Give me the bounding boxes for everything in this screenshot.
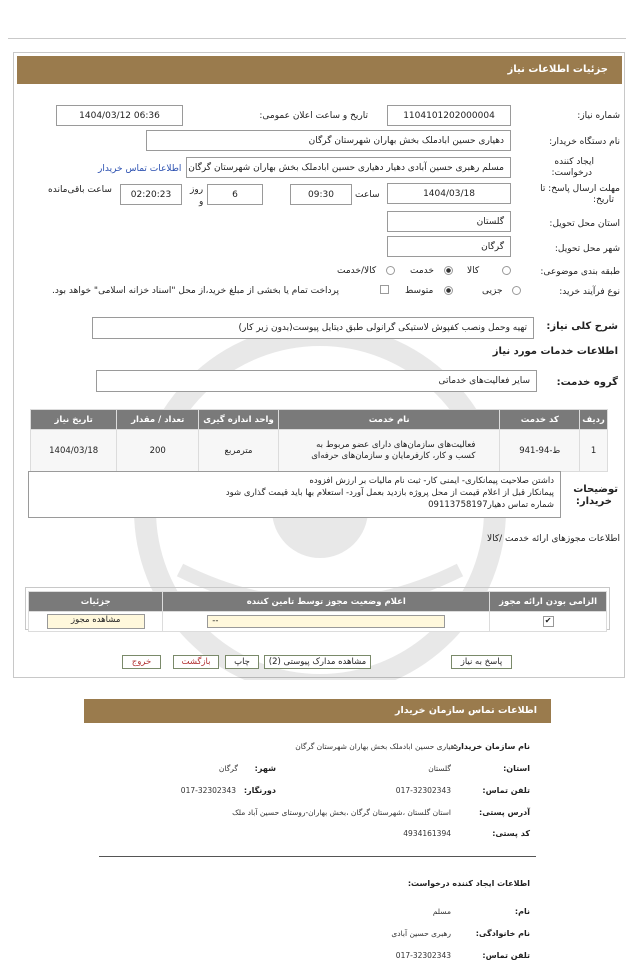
process-label: نوع فرآیند خرید: xyxy=(559,287,620,297)
process-radio-medium[interactable] xyxy=(444,286,453,295)
need-number-label: شماره نیاز: xyxy=(577,111,620,121)
contact-title: اطلاعات تماس سازمان خریدار xyxy=(84,699,551,723)
creator-phone-value: 017-32302343 xyxy=(395,951,451,960)
service-group-field[interactable]: سایر فعالیت‌های خدماتی xyxy=(96,370,537,392)
attachments-button[interactable]: مشاهده مدارک پیوستی (2) xyxy=(264,655,371,669)
contact-org-value: دهیاری حسین ابادملک بخش بهاران شهرستان گرگان xyxy=(295,742,458,751)
process-option-minor: جزیی xyxy=(482,286,503,296)
creator-family-label: نام خانوادگی: xyxy=(475,929,530,938)
buyer-notes-label-1: توضیحات xyxy=(573,484,618,495)
services-table xyxy=(30,409,608,472)
col-row: ردیف xyxy=(580,410,608,430)
contact-divider xyxy=(99,856,536,857)
category-radio-both[interactable] xyxy=(386,266,395,275)
cell-row: 1 xyxy=(580,430,608,472)
page-title: جزئیات اطلاعات نیاز xyxy=(17,56,622,84)
remaining-label: ساعت باقی‌مانده xyxy=(48,185,112,195)
days-label: روز xyxy=(190,185,204,195)
category-option-service: خدمت xyxy=(410,266,434,276)
permits-table xyxy=(28,591,607,632)
creator-section-title: اطلاعات ایجاد کننده درخواست: xyxy=(407,879,530,888)
payment-note: پرداخت تمام یا بخشی از مبلغ خرید،از محل "اسناد خزانه اسلامی" خواهد بود. xyxy=(52,286,340,296)
col-unit: واحد اندازه گیری xyxy=(199,410,279,430)
contact-province-label: استان: xyxy=(503,764,530,773)
buyer-org-label: نام دستگاه خریدار: xyxy=(549,137,620,147)
contact-province-value: گلستان xyxy=(428,764,451,773)
city-field[interactable]: گرگان xyxy=(387,236,511,257)
province-label: استان محل تحویل: xyxy=(549,219,620,229)
table-row[interactable] xyxy=(31,430,608,472)
buyer-contact-link[interactable]: اطلاعات تماس خریدار xyxy=(98,164,182,174)
cell-qty: 200 xyxy=(117,430,199,472)
permits-title: اطلاعات مجوزهای ارائه خدمت /کالا xyxy=(486,534,620,544)
remaining-time-field[interactable]: 02:20:23 xyxy=(120,184,182,205)
creator-label-1: ایجاد کننده xyxy=(554,157,594,167)
buyer-org-field[interactable]: دهیاری حسین ابادملک بخش بهاران شهرستان گرگان xyxy=(146,130,511,151)
time-label: ساعت xyxy=(355,190,380,200)
process-option-medium: متوسط xyxy=(405,286,434,296)
contact-postal-label: کد پستی: xyxy=(492,829,530,838)
creator-field[interactable]: مسلم رهبری حسین آبادی دهیار دهیاری حسین ابادملک بخش بهاران شهرستان گرگان xyxy=(186,157,511,178)
process-radio-minor[interactable] xyxy=(512,286,521,295)
col-code: کد خدمت xyxy=(500,410,580,430)
permit-status-cell xyxy=(163,612,490,632)
creator-label-2: درخواست: xyxy=(551,168,592,178)
contact-address-label: آدرس پستی: xyxy=(479,808,530,817)
col-name: نام خدمت xyxy=(278,410,500,430)
province-field[interactable]: گلستان xyxy=(387,211,511,232)
col-permit-status: اعلام وضعیت مجوز توسط تامین کننده xyxy=(163,592,490,612)
cell-unit: مترمربع xyxy=(199,430,279,472)
buyer-notes-line: داشتن صلاحیت پیمانکاری- ایمنی کار- ثبت نام مالیات بر ارزش افزوده xyxy=(309,476,554,486)
category-option-goods: کالا xyxy=(467,266,480,276)
contact-phone-value: 017-32302343 xyxy=(395,786,451,795)
buyer-notes-line: شماره تماس دهیار09113758197 xyxy=(428,500,554,510)
permit-status-field[interactable]: -- xyxy=(207,615,445,628)
buyer-notes-label-2: خریدار: xyxy=(575,496,612,507)
deadline-label-2: تاریخ: xyxy=(593,195,614,205)
creator-phone-label: تلفن تماس: xyxy=(482,951,530,960)
days-and-label: و xyxy=(199,197,204,207)
contact-phone-label: تلفن تماس: xyxy=(482,786,530,795)
announce-label: تاریخ و ساعت اعلان عمومی: xyxy=(259,111,368,121)
permit-details-cell xyxy=(29,612,163,632)
service-group-label: گروه خدمت: xyxy=(556,377,618,388)
summary-field[interactable]: تهیه وحمل ونصب کفپوش لاستیکی گرانولی طبق دیتایل پیوست(بدون زیر کار) xyxy=(92,317,534,339)
creator-name-value: مسلم xyxy=(432,907,451,916)
table-row xyxy=(29,612,607,632)
category-radio-service[interactable] xyxy=(444,266,453,275)
contact-address-value: استان گلستان ،شهرستان گرگان ،بخش بهاران-روستای حسین آباد ملک xyxy=(232,808,451,817)
need-number-field[interactable]: 1104101202000004 xyxy=(387,105,511,126)
deadline-time-field[interactable]: 09:30 xyxy=(290,184,352,205)
treasury-checkbox[interactable] xyxy=(380,285,389,294)
contact-org-label: نام سازمان خریدار: xyxy=(453,742,530,751)
buyer-notes-box[interactable] xyxy=(28,471,561,518)
cell-code: ط-94-941 xyxy=(500,430,580,472)
city-label: شهر محل تحویل: xyxy=(554,244,620,254)
contact-city-label: شهر: xyxy=(254,764,276,773)
col-permit-required: الزامی بودن ارائه مجوز xyxy=(490,592,607,612)
cell-name: فعالیت‌های سازمان‌های دارای عضو مربوط به کسب و کار، کارفرمایان و سازمان‌های حرفه‌ای xyxy=(278,430,500,472)
contact-city-value: گرگان xyxy=(218,764,238,773)
days-field[interactable]: 6 xyxy=(207,184,263,205)
deadline-label-1: مهلت ارسال پاسخ: تا xyxy=(540,184,620,194)
top-divider xyxy=(8,38,626,39)
contact-postal-value: 4934161394 xyxy=(403,829,451,838)
category-radio-goods[interactable] xyxy=(502,266,511,275)
contact-fax-label: دورنگار: xyxy=(243,786,276,795)
col-date: تاریخ نیاز xyxy=(31,410,117,430)
reply-button[interactable]: پاسخ به نیاز xyxy=(451,655,512,669)
creator-family-value: رهبری حسین آبادی xyxy=(391,929,451,938)
col-qty: تعداد / مقدار xyxy=(117,410,199,430)
deadline-date-field[interactable]: 1404/03/18 xyxy=(387,183,511,204)
back-button[interactable]: بازگشت xyxy=(173,655,219,669)
exit-button[interactable]: خروج xyxy=(122,655,161,669)
summary-label: شرح کلی نیاز: xyxy=(546,321,618,332)
announce-date-field[interactable]: 1404/03/12 06:36 xyxy=(56,105,183,126)
services-title: اطلاعات خدمات مورد نیاز xyxy=(492,346,618,357)
print-button[interactable]: چاپ xyxy=(225,655,259,669)
permits-table-header xyxy=(29,592,607,612)
category-option-both: کالا/خدمت xyxy=(337,266,377,276)
category-label: طبقه بندی موضوعی: xyxy=(540,267,620,277)
services-table-header xyxy=(31,410,608,430)
creator-name-label: نام: xyxy=(514,907,530,916)
view-permit-button[interactable]: مشاهده مجوز xyxy=(47,614,145,629)
buyer-notes-line: پیمانکار قبل از اعلام قیمت از محل پروژه بازدید بعمل آورد- استعلام بها باید قیمت گذاری شود xyxy=(225,488,554,498)
check-icon: ✔ xyxy=(543,616,554,627)
col-permit-details: جزئیات xyxy=(29,592,163,612)
cell-date: 1404/03/18 xyxy=(31,430,117,472)
contact-fax-value: 017-32302343 xyxy=(180,786,236,795)
permit-required-cell xyxy=(490,612,607,632)
